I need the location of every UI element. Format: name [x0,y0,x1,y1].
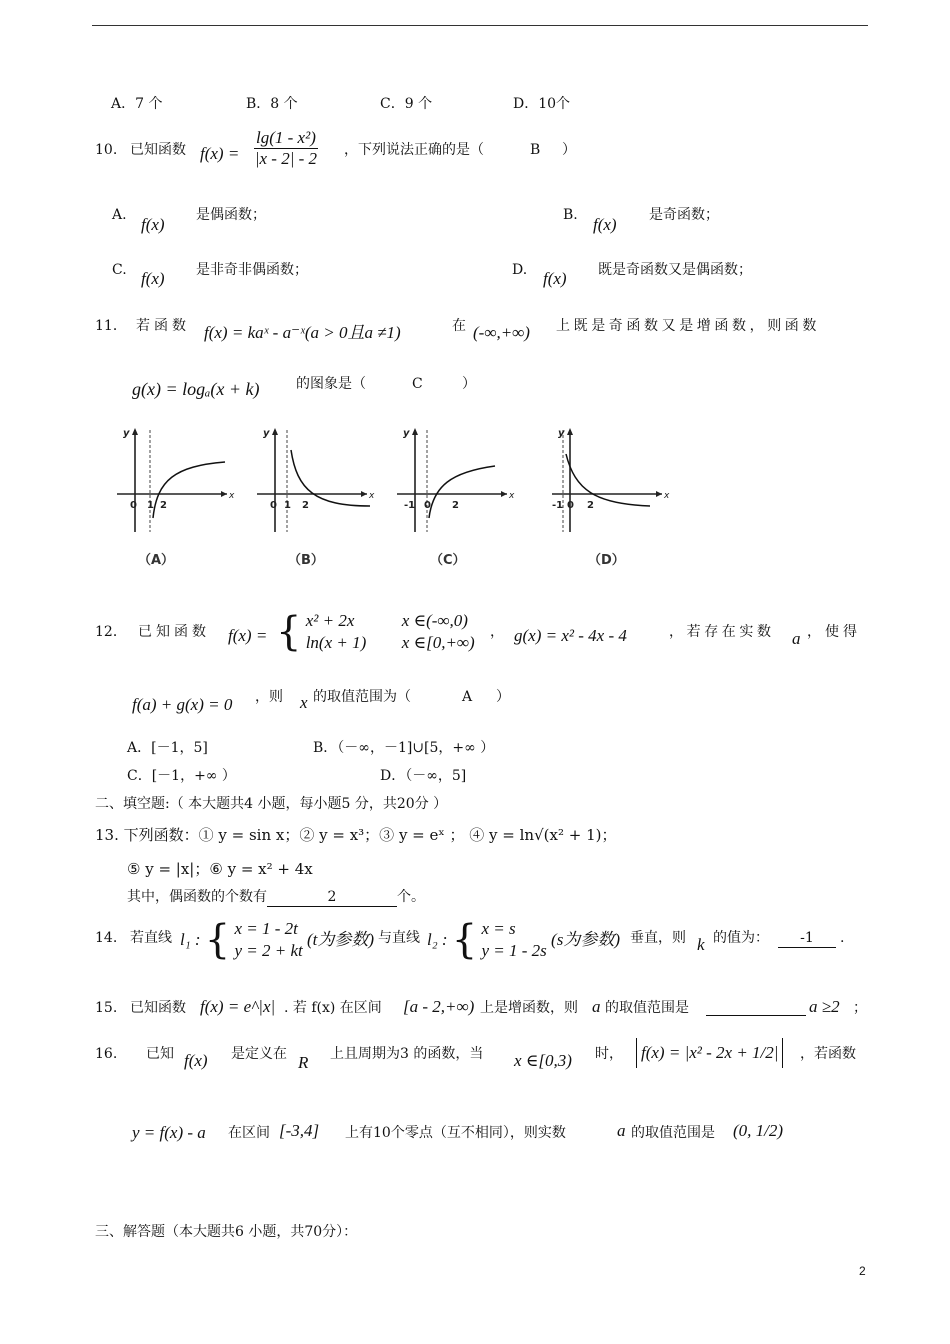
q14-l2-eq1: x = s [481,919,516,938]
q15-pre: 已知函数 [130,1000,186,1016]
q16-R: R [298,1053,309,1072]
q14-l2-eq2: y = 1 - 2s [481,941,547,960]
q12-option-c: C．[－1，+∞ ） [127,768,236,784]
q9-option-b: B．8 个 [246,96,298,112]
graph-d-tick-1: 0 [567,500,574,511]
q16-a: a [617,1121,626,1140]
q10-option-c-letter: C. [112,262,127,278]
q12-line2-post: ，则 [255,689,283,705]
section-3-heading: 三、解答题（本大题共6 小题，共70分）： [95,1224,358,1240]
q15-answer: a ≥2 [809,997,840,1016]
q10-close: ） [562,142,576,158]
q14-l1-system [180,918,374,962]
q12-close: ） [496,689,510,705]
q14-l2-system [427,918,620,962]
q16-line2-post2: 的取值范围是 [631,1125,715,1141]
graph-b-x-arrow [361,491,367,497]
q12-g: g(x) = x² - 4x - 4 [514,626,627,645]
q16-line2-mid: 在区间 [228,1125,270,1141]
graph-c-tick-0: -1 [404,500,416,511]
q14-post: 垂直，则 [630,930,686,946]
q15-post: 上是增函数，则 [480,1000,578,1016]
q12-line2-post2: 的取值范围为（ [313,689,411,705]
q16-when: 时， [595,1046,623,1062]
q11-post: 上既是奇函数又是增函数，则函数 [556,318,820,334]
section-2-heading: 二、填空题:（ 本大题共4 小题，每小题5 分，共20分 ） [95,796,448,812]
graph-a-x-arrow [221,491,227,497]
q16-post: ，若函数 [800,1046,856,1062]
q10-option-c-text: 是非奇非偶函数； [196,262,308,278]
q11-interval: (-∞,+∞) [473,323,530,342]
q12-case2-domain: x ∈[0,+∞) [401,633,475,652]
q9-option-a: A．7 个 [111,96,163,112]
graph-a-y-label: y [123,428,130,439]
q15-f: f(x) = e^|x| [200,997,276,1016]
q10-denominator: |x - 2| - 2 [254,149,318,168]
q14-l1-eq2: y = 2 + kt [234,941,303,960]
q10-option-b-text: 是奇函数； [649,207,719,223]
graph-d-x-label: x [664,491,670,501]
q10-option-c-fx: f(x) [141,269,165,288]
graph-d-y-arrow [567,428,573,435]
q11-formula: f(x) = kaˣ - a⁻ˣ(a > 0且a ≠1) [204,323,401,342]
q11-close: ） [462,376,476,392]
q16-answer: (0, 1/2) [733,1121,784,1140]
q10-number: 10. [95,142,118,158]
graph-d-y-label: y [558,428,565,439]
q12-piecewise [276,610,475,654]
q9-option-c: C．9 个 [380,96,433,112]
q16-pre: 已知 [146,1046,174,1062]
q14-number: 14. [95,930,118,946]
q16-f [636,1038,783,1068]
graph-b-tick-1: 1 [284,500,291,511]
q13-line3-pre: 其中，偶函数的个数有 [127,889,267,905]
graph-c-tick-2: 2 [452,500,459,511]
header-rule [92,25,868,26]
q16-line2-interval: [-3,4] [279,1121,320,1140]
q12-case2: ln(x + 1) [305,633,367,652]
q12-brace: { [276,609,302,655]
q11-g-formula: g(x) = logₐ(x + k) [132,379,260,399]
q12-fx: f(x) = [228,626,268,645]
q12-line2: f(a) + g(x) = 0 [132,695,233,714]
q11-number: 11． [95,318,127,334]
graph-c-y-arrow [412,428,418,435]
q14-l1-brace: { [204,917,231,963]
q12-x: x [300,693,308,712]
graph-b-curve [291,450,370,506]
q14-end: . [840,930,845,946]
q12-post: ，若存在实数 [669,624,775,640]
graph-c-x-label: x [509,491,515,501]
q12-a: a [792,629,801,648]
q13-line1: 13. 下列函数：① y = sin x；② y = x³；③ y = eˣ ； ④ y = ln√(x² + 1)； [95,826,617,844]
q15-a: a [592,997,601,1016]
q15-number: 15. [95,1000,118,1016]
q12-number: 12． [95,624,127,640]
q10-post: ，下列说法正确的是（ [344,142,484,158]
graph-d-x-arrow [656,491,662,497]
graph-c-y-label: y [403,428,410,439]
graph-d-tick-0: -1 [552,500,564,511]
q15-interval: [a - 2,+∞) [403,997,475,1016]
graph-a-tick-1: 1 [147,500,154,511]
page-number: 2 [859,1264,866,1278]
graph-c-x-arrow [501,491,507,497]
q16-line2-post: 上有10个零点（互不相同），则实数 [345,1125,566,1141]
q10-option-a-text: 是偶函数； [196,207,266,223]
q11-mid: 在 [452,318,466,334]
graph-b-y-arrow [272,428,278,435]
q10-option-b-fx: f(x) [593,215,617,234]
q10-numerator: lg(1 - x²) [256,128,316,147]
q14-mid: 与直线 [378,930,420,946]
q14-pre: 若直线 [130,930,172,946]
q11-graphs [115,420,675,550]
q13-line2: ⑤ y = |x|；⑥ y = x² + 4x [127,860,313,878]
graph-b-x-label: x [369,491,375,501]
q10-option-d-letter: D. [512,262,528,278]
q10-option-b-letter: B. [563,207,578,223]
q16-mid2: 上且周期为3 的函数，当 [330,1046,484,1062]
q10-option-a-fx: f(x) [141,215,165,234]
graph-b-tick-0: 0 [270,500,277,511]
q10-option-d-fx: f(x) [543,269,567,288]
q12-case1: x² + 2x [305,611,355,630]
q10-option-d-text: 既是奇函数又是偶函数； [598,262,752,278]
q11-answer: C [412,376,423,392]
q12-option-a: A．[－1，5] [127,740,208,756]
graph-c-tick-1: 0 [424,500,431,511]
q14-l2-param: (s为参数) [551,930,620,949]
graph-d-curve [566,454,650,506]
q13-line3-post: 个。 [397,889,425,905]
graph-b-tick-2: 2 [302,500,309,511]
q11-graph-c-caption: （C） [430,553,466,568]
q10-fraction [254,128,318,169]
q14-l2-brace: { [451,917,478,963]
q11-pre: 若函数 [136,318,190,334]
q11-graph-d-caption: （D） [588,553,625,568]
graph-a-tick-0: 0 [130,500,137,511]
q14-l1-eq1: x = 1 - 2t [234,919,298,938]
graph-c-curve [429,466,495,518]
q10-fx: f(x) = [200,144,240,163]
q15-answer-blank [706,999,806,1016]
graph-d-tick-2: 2 [587,500,594,511]
q16-fx: f(x) [184,1051,208,1070]
q16-domain: x ∈[0,3) [514,1051,572,1070]
q14-answer: -1 [778,929,836,948]
q16-line2-f: y = f(x) - a [132,1123,206,1142]
q14-l2: l₂ : [427,930,448,949]
q16-mid: 是定义在 [231,1046,287,1062]
q9-option-d: D．10个 [513,96,571,112]
q12-case1-domain: x ∈(-∞,0) [401,611,468,630]
q11-graph-b-caption: （B） [288,553,324,568]
graph-a-x-label: x [229,491,235,501]
q14-k: k [697,935,705,954]
q12-post2: ，使得 [807,624,861,640]
q12-comma: ， [490,624,504,640]
q12-option-d: D．（－∞，5] [380,768,467,784]
q14-l1-param: (t为参数) [307,930,375,949]
q16-number: 16. [95,1046,118,1062]
q13-line3 [127,888,425,907]
q11-graph-a-caption: （A） [138,553,175,568]
q14-post2: 的值为： [713,930,769,946]
q10-pre: 已知函数 [130,142,186,158]
q12-answer: A [462,689,473,705]
graph-a-tick-2: 2 [160,500,167,511]
q12-pre: 已知函数 [138,624,210,640]
q13-answer: 2 [267,888,397,907]
q16-f-formula: f(x) = |x² - 2x + 1/2| [636,1038,783,1068]
q14-l1: l₁ : [180,930,201,949]
q10-option-a-letter: A. [112,207,127,223]
q10-answer: B [530,142,541,158]
graph-b-y-label: y [263,428,270,439]
graph-a-y-arrow [132,428,138,435]
q15-mid: . 若 f(x) 在区间 [284,1000,382,1016]
q15-post2: 的取值范围是 [605,1000,689,1016]
q11-g-post: 的图象是（ [296,376,366,392]
q12-option-b: B．（－∞，－1]∪[5，+∞ ） [313,740,495,756]
q15-end: ； [853,1000,867,1016]
